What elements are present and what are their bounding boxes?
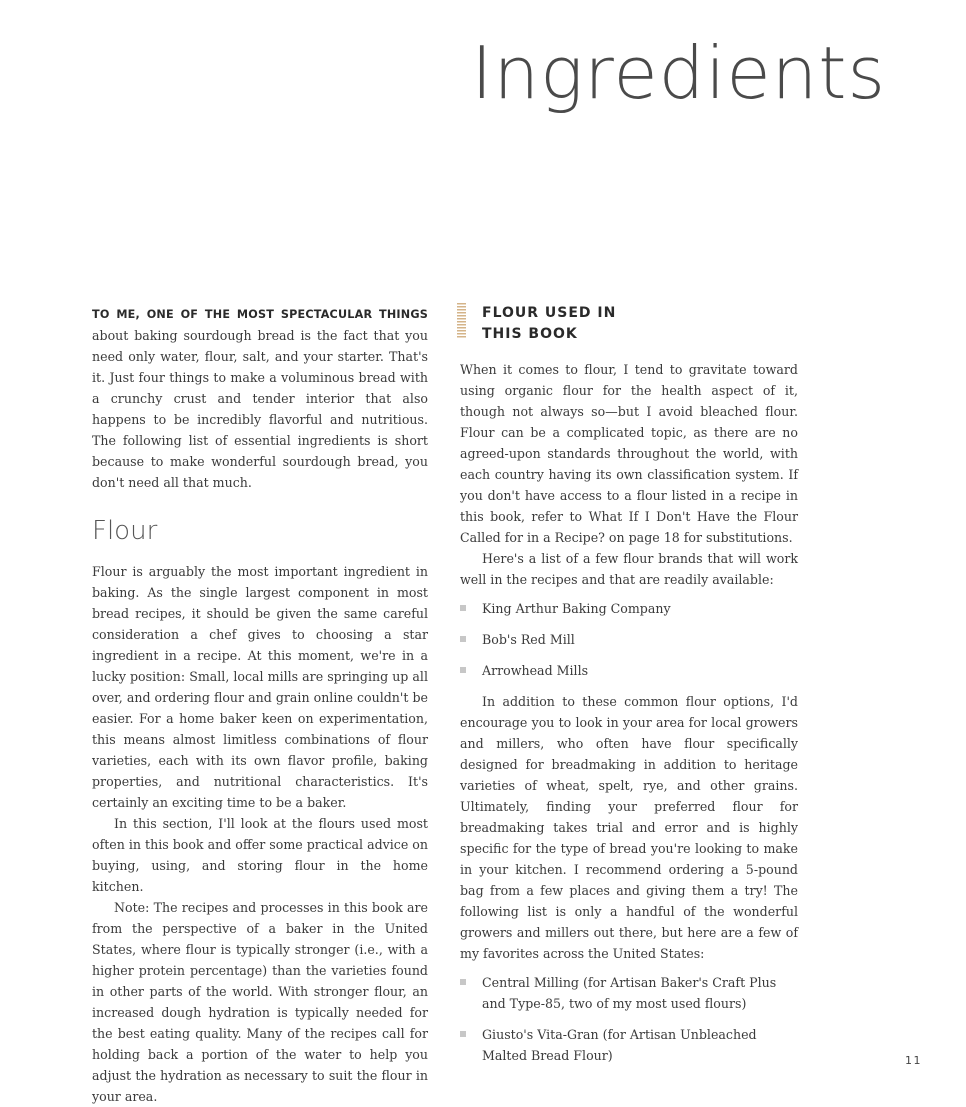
intro-text: about baking sourdough bread is the fact that you need only water, flour, salt, and your starter. That's it. Just four things to make a voluminous bread with a crunchy crust and tender interior that also happens to be incredibly flavorful and nutritious. The following list of essential ingredients is short because to make wonderful sourdough bread, you don't need all that much. [92,328,428,490]
flour-used-heading-block [460,303,798,345]
list-item: Arrowhead Mills [460,660,798,681]
right-column [460,303,798,1076]
page-number: 11 [905,1054,922,1067]
list-item: Giusto's Vita-Gran (for Artisan Unbleached Malted Bread Flour) [460,1024,798,1066]
list-item: Bob's Red Mill [460,629,798,650]
heading-marker-icon [457,303,466,339]
intro-lead-in: TO ME, ONE OF THE MOST SPECTACULAR THINGS [92,308,428,321]
flour-used-heading-line-1: FLOUR USED IN [482,305,617,321]
body-paragraph: In addition to these common flour options, I'd encourage you to look in your area for local growers and millers, who often have flour specifically designed for breadmaking in addition to heritage varieties of wheat, spelt, rye, and other grains. Ultimately, finding your preferred flour for breadmaking takes trial and error and is highly specific for the type of bread you're looking to make in your kitchen. I recommend ordering a 5-pound bag from a few places and giving them a try! The following list is only a handful of the wonderful growers and millers out there, but here are a few of my favorites across the United States: [460,694,798,961]
intro-paragraph [92,303,428,493]
page-title: Ingredients [471,31,886,115]
flour-paragraph: Note: The recipes and processes in this book are from the perspective of a baker in the United States, where flour is typically stronger (i.e., with a higher protein percentage) than the varieties found in other parts of the world. With stronger flour, an increased dough hydration is typically needed for the best eating quality. Many of the recipes call for holding back a portion of the water to help you adjust the hydration as necessary to suit the flour in your area. [92,900,428,1104]
left-column [92,303,428,1107]
flour-paragraph: Flour is arguably the most important ingredient in baking. As the single largest component in most bread recipes, it should be given the same careful consideration a chef gives to choosing a star ingredient in a recipe. At this moment, we're in a lucky position: Small, local mills are springing up all over, and ordering flour and grain online couldn't be easier. For a home baker keen on experimentation, this means almost limitless combinations of flour varieties, each with its own flavor profile, baking properties, and nutritional characteristics. It's certainly an exciting time to be a baker. [92,564,428,810]
body-paragraph: Here's a list of a few flour brands that will work well in the recipes and that are readily available: [460,551,798,587]
list-item: King Arthur Baking Company [460,598,798,619]
flour-paragraph: In this section, I'll look at the flours used most often in this book and offer some practical advice on buying, using, and storing flour in the home kitchen. [92,816,428,894]
flour-brand-list [460,598,798,681]
flour-heading: Flour [92,516,158,546]
flour-used-heading-line-2: THIS BOOK [482,326,578,342]
list-item: Central Milling (for Artisan Baker's Craft Plus and Type-85, two of my most used flours) [460,972,798,1014]
body-paragraph: When it comes to flour, I tend to gravitate toward using organic flour for the health aspect of it, though not always so—but I avoid bleached flour. Flour can be a complicated topic, as there are no agreed-upon standards throughout the world, with each country having its own classification system. If you don't have access to a flour listed in a recipe in this book, refer to What If I Don't Have the Flour Called for in a Recipe? on page 18 for substitutions. [460,362,798,545]
miller-list [460,972,798,1066]
